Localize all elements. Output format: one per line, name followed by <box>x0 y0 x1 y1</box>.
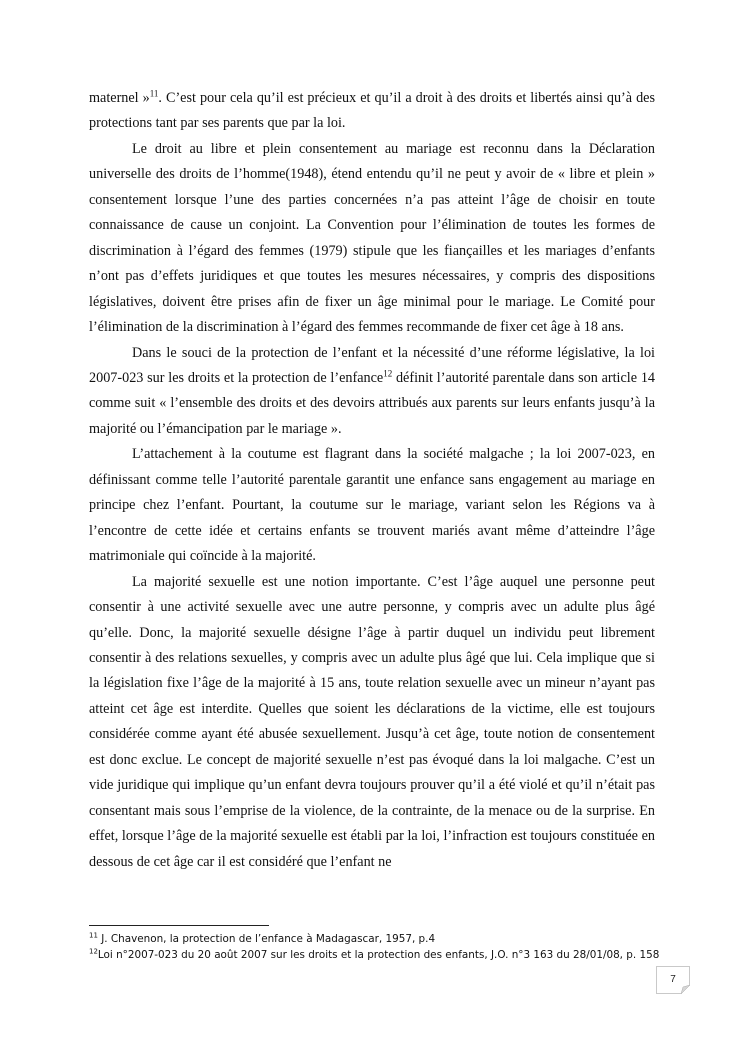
page-number: 7 <box>670 974 676 985</box>
paragraph-3-text-end: définit l’autorité parentale dans son article 14 comme suit « l’ensemble des droits et des devoirs attribués aux parents sur leurs enfants jusqu’à la majorité ou l’émancipation par le mariage ». <box>89 369 656 437</box>
footnote-number: 12 <box>89 947 98 956</box>
footnote-text: J. Chavenon, la protection de l’enfance à Madagascar, 1957, p.4 <box>97 933 436 945</box>
paragraph-1 <box>89 86 655 137</box>
page-number-box <box>656 966 690 994</box>
paragraph-3-text-start: Dans le souci de la protection de l’enfant et la nécessité d’une réforme législative, la loi 2007-023 sur les droits et la protection de l’enfance <box>89 344 655 386</box>
footnote-12 <box>89 947 669 963</box>
paragraph-4: L’attachement à la coutume est flagrant dans la société malgache ; la loi 2007-023, en définissant comme telle l’autorité parentale garantit une enfance sans engagement au mariage en principe chez l’enfant. Pourtant, la coutume sur le mariage, variant selon les Régions va à l’encontre de cette idée et certains enfants se trouvent mariés avant même d’atteindre l’âge matrimoniale qui coïncide à la majorité. <box>89 446 655 565</box>
footnote-ref-11[interactable]: 11 <box>149 88 159 99</box>
footnote-11 <box>89 931 669 947</box>
body-text <box>89 86 655 875</box>
footnote-text: Loi n°2007-023 du 20 août 2007 sur les droits et la protection des enfants, J.O. n°3 163 du 28/01/08, p. 158 <box>97 949 660 961</box>
paragraph-1-text-start: maternel » <box>89 90 150 106</box>
paragraph-1-text-end: . C’est pour cela qu’il est précieux et qu’il a droit à des droits et libertés ainsi qu’à des protections tant par ses parents que par la loi. <box>89 90 655 132</box>
page-curl-icon <box>681 985 690 994</box>
footnotes <box>89 931 669 963</box>
paragraph-2: Le droit au libre et plein consentement au mariage est reconnu dans la Déclaration universelle des droits de l’homme(1948), étend entendu qu’il ne peut y avoir de « libre et plein » consentement lorsque l’une des parties concernées n’a pas atteint l’âge de choisir en toute connaissance de cause un conjoint. La Convention pour l’élimination de toutes les formes de discrimination à l’égard des femmes (1979) stipule que les fiançailles et les mariages d’enfants n’ont pas d’effets juridiques et que toutes les mesures nécessaires, y compris des dispositions législatives, doivent être prises afin de fixer un âge minimal pour le mariage. Le Comité pour l’élimination de la discrimination à l’égard des femmes recommande de fixer cet âge à 18 ans. <box>89 140 655 336</box>
footnote-number: 11 <box>89 931 98 940</box>
paragraph-3 <box>89 341 655 443</box>
footnote-ref-12[interactable]: 12 <box>383 368 393 379</box>
paragraph-5: La majorité sexuelle est une notion importante. C’est l’âge auquel une personne peut consentir à une activité sexuelle avec une autre personne, y compris avec un adulte plus âgé qu’elle. Donc, la majorité sexuelle désigne l’âge à partir duquel un individu peut librement consentir à des relations sexuelles, y compris avec un adulte plus âgé que lui. Cela implique que si la législation fixe l’âge de la majorité à 15 ans, toute relation sexuelle avec un mineur n’ayant pas atteint cet âge est interdite. Quelles que soient les déclarations de la victime, elle est toujours considérée comme ayant été abusée sexuellement. Jusqu’à cet âge, toute notion de consentement est donc exclue. Le concept de majorité sexuelle n’est pas évoqué dans la loi malgache. C’est un vide juridique qui implique qu’un enfant devra toujours prouver qu’il a été violé et qu’il n’était pas consentant mais sous l’emprise de la violence, de la contrainte, de la menace ou de la surprise. En effet, lorsque l’âge de la majorité sexuelle est établi par la loi, l’infraction est toujours constituée en dessous de cet âge car il est considéré que l’enfant ne <box>89 573 655 870</box>
footnote-separator <box>89 925 269 926</box>
